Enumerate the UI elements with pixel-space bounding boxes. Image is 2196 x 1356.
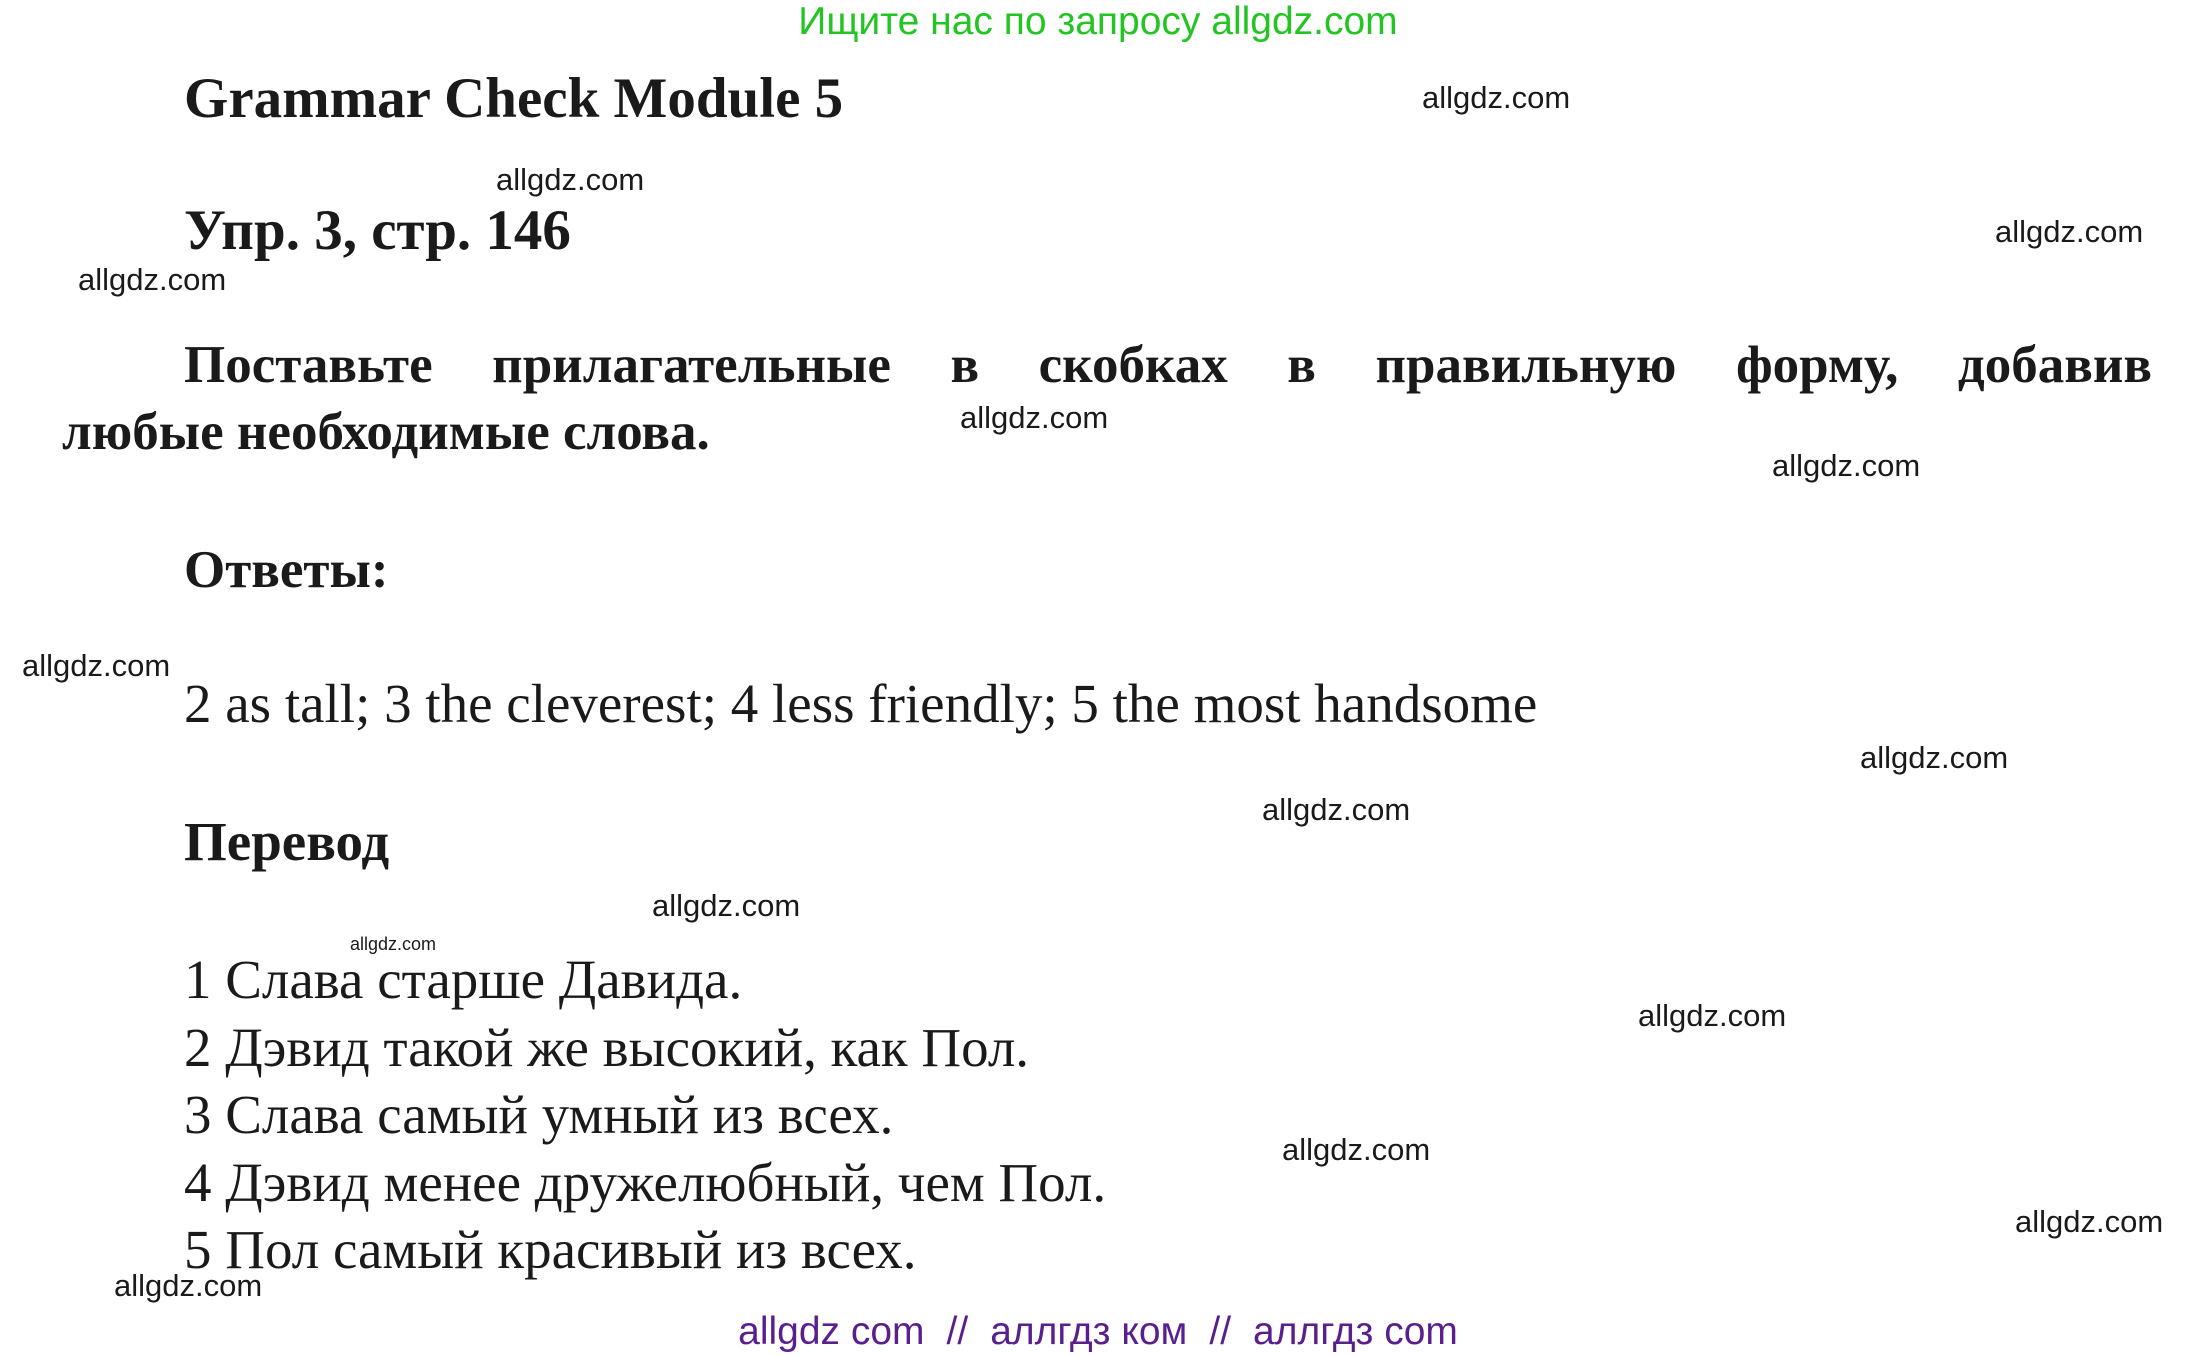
footer-link[interactable]: allgdz com (738, 1310, 925, 1353)
watermark: allgdz.com (1262, 792, 1411, 827)
instruction-line-2: любые необходимые слова. (62, 403, 710, 461)
search-banner: Ищите нас по запросу allgdz.com (798, 0, 1398, 43)
translation-list (184, 946, 1106, 1284)
footer-links (0, 1310, 2196, 1354)
translation-line: 3 Слава самый умный из всех. (184, 1084, 894, 1145)
watermark: allgdz.com (22, 648, 171, 683)
watermark: allgdz.com (1995, 214, 2144, 249)
watermark: allgdz.com (652, 888, 801, 923)
watermark: allgdz.com (1638, 998, 1787, 1033)
watermark: allgdz.com (350, 934, 437, 954)
translation-line: 1 Слава старше Давида. (184, 949, 743, 1010)
footer-link[interactable]: аллгдз com (1253, 1310, 1458, 1353)
translation-line: 4 Дэвид менее дружелюбный, чем Пол. (184, 1151, 1107, 1213)
watermark: allgdz.com (1282, 1132, 1431, 1167)
watermark: allgdz.com (1860, 740, 2009, 775)
watermark: allgdz.com (496, 162, 645, 197)
answers-text: 2 as tall; 3 the cleverest; 4 less friendly; 5 the most handsome (184, 673, 1538, 734)
translation-line: 2 Дэвид такой же высокий, как Пол. (184, 1016, 1030, 1078)
watermark: allgdz.com (1772, 448, 1921, 483)
instruction-line-1: Поставьте прилагательные в скобках в правильную форму, добавив (184, 336, 2152, 394)
watermark: allgdz.com (2015, 1204, 2164, 1239)
watermark: allgdz.com (78, 262, 227, 297)
footer-link[interactable]: аллгдз ком (990, 1310, 1188, 1353)
watermark: allgdz.com (1422, 80, 1571, 115)
footer-separator: // (1209, 1310, 1232, 1353)
task-instruction (62, 332, 2152, 466)
translation-heading: Перевод (184, 811, 390, 872)
exercise-reference: Упр. 3, стр. 146 (184, 199, 571, 262)
answers-heading: Ответы: (184, 541, 389, 599)
watermark: allgdz.com (960, 400, 1109, 435)
page-title: Grammar Check Module 5 (184, 67, 844, 130)
translation-line: 5 Пол самый красивый из всех. (184, 1219, 917, 1280)
footer-separator: // (946, 1310, 969, 1353)
watermark: allgdz.com (114, 1268, 263, 1303)
